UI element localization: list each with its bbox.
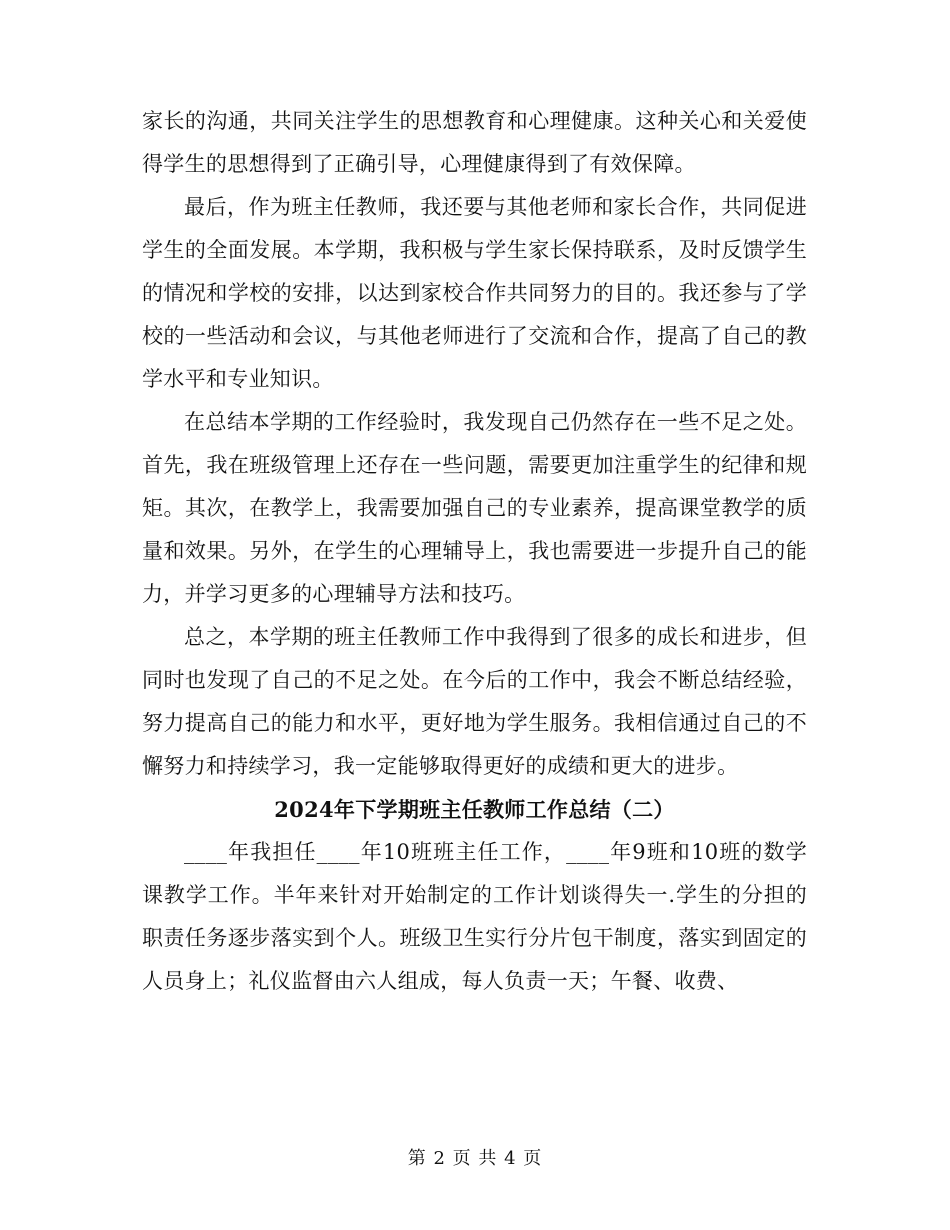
section-title: 2024年下学期班主任教师工作总结（二）: [274, 797, 675, 822]
page-footer: 第 2 页 共 4 页: [407, 1148, 543, 1169]
document-body: [142, 100, 807, 1003]
paragraph-conclusion: 总之，本学期的班主任教师工作中我得到了很多的成长和进步，但同时也发现了自己的不足之处。在今后的工作中，我会不断总结经验，努力提高自己的能力和水平，更好地为学生服务。我相信通过自己的不懈努力和持续学习，我一定能够取得更好的成绩和更大的进步。: [142, 625, 807, 778]
paragraph-shortcomings: 在总结本学期的工作经验时，我发现自己仍然存在一些不足之处。首先，我在班级管理上还存在一些问题，需要更加注重学生的纪律和规矩。其次，在教学上，我需要加强自己的专业素养，提高课堂教学的质量和效果。另外，在学生的心理辅导上，我也需要进一步提升自己的能力，并学习更多的心理辅导方法和技巧。: [142, 410, 807, 606]
paragraph-section-two: ____年我担任____年10班班主任工作，____年9班和10班的数学课教学工作。半年来针对开始制定的工作计划谈得失一.学生的分担的职责任务逐步落实到个人。班级卫生实行分片包干制度，落实到固定的人员身上；礼仪监督由六人组成，每人负责一天；午餐、收费、: [142, 840, 807, 993]
paragraph-cooperation: 最后，作为班主任教师，我还要与其他老师和家长合作，共同促进学生的全面发展。本学期，我积极与学生家长保持联系，及时反馈学生的情况和学校的安排，以达到家校合作共同努力的目的。我还参与了学校的一些活动和会议，与其他老师进行了交流和合作，提高了自己的教学水平和专业知识。: [142, 195, 807, 391]
paragraph-continuation: 家长的沟通，共同关注学生的思想教育和心理健康。这种关心和关爱使得学生的思想得到了正确引导，心理健康得到了有效保障。: [142, 109, 807, 176]
